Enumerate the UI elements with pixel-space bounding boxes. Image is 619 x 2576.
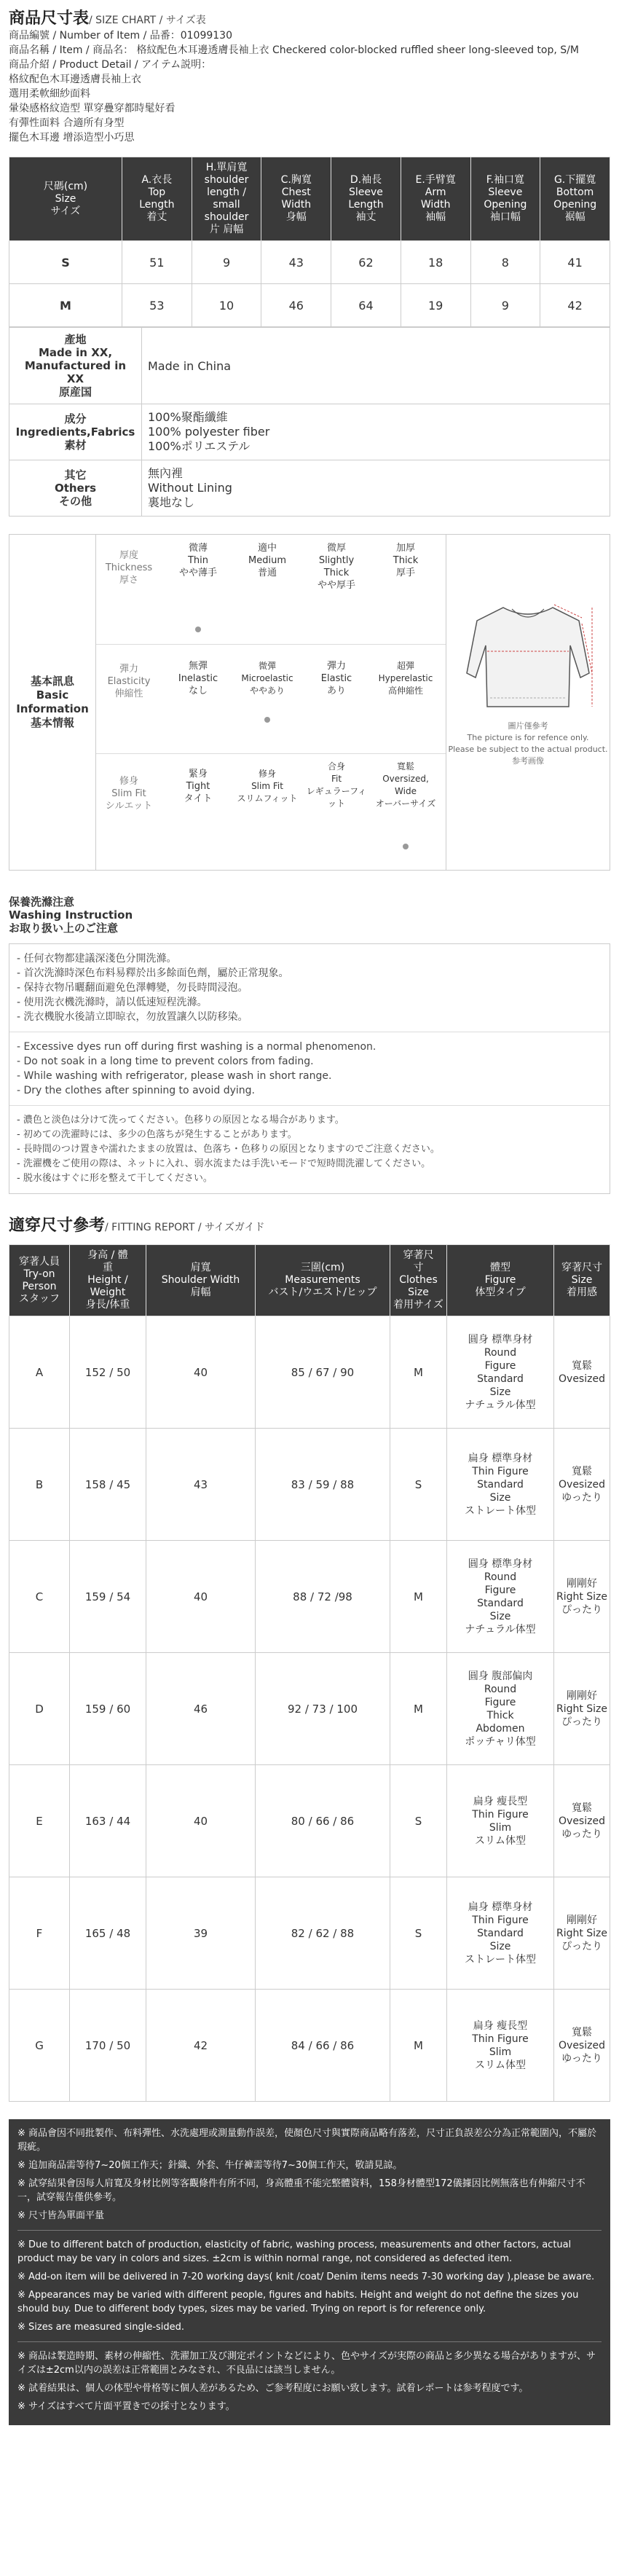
fit-header-person: 穿著人員 Try-on Person スタッフ bbox=[9, 1245, 70, 1316]
fit-cell: 扁身 標準身材 Thin Figure Standard Size ストレート体型 bbox=[447, 1429, 554, 1541]
elasticity-row bbox=[96, 644, 446, 754]
fitting-row bbox=[9, 1653, 610, 1765]
washing-line: - 脱水後はすぐに形を整えて干してください。 bbox=[17, 1173, 213, 1184]
note-line: ※ サイズはすべて片面平置きでの採寸となります。 bbox=[17, 2401, 235, 2412]
size-header-arm-width: E.手臂寬 Arm Width 袖幅 bbox=[401, 157, 470, 241]
fit-cell: F bbox=[9, 1877, 70, 1990]
size-cell: 62 bbox=[331, 241, 401, 284]
size-cell: S bbox=[9, 241, 122, 284]
fitting-header-row bbox=[9, 1245, 610, 1316]
size-header-bottom-opening: G.下擺寬 Bottom Opening 裾幅 bbox=[540, 157, 610, 241]
thickness-opt-slightly-thick: 微厚 Slightly Thick やや厚手 bbox=[317, 543, 355, 591]
washing-line: - While washing with refrigerator, please wash in short range. bbox=[17, 1070, 332, 1082]
elasticity-opt-inelastic: 無彈 Inelastic なし bbox=[178, 661, 218, 696]
fit-header-shoulder: 肩寬 Shoulder Width 肩幅 bbox=[146, 1245, 256, 1316]
size-row-s bbox=[9, 241, 610, 284]
origin-value: Made in China bbox=[142, 328, 610, 404]
fit-cell: 163 / 44 bbox=[70, 1765, 146, 1877]
washing-title-en: Washing Instruction bbox=[9, 908, 133, 922]
size-cell: 18 bbox=[401, 241, 470, 284]
fit-cell: 39 bbox=[146, 1877, 256, 1990]
basic-info-box bbox=[9, 534, 610, 871]
fit-cell: 扁身 標準身材 Thin Figure Standard Size ストレート体型 bbox=[447, 1877, 554, 1990]
thickness-opt-medium: 適中 Medium 普通 bbox=[248, 543, 286, 578]
washing-zh bbox=[9, 944, 610, 1032]
detail-4: 擺色木耳邊 增添造型小巧思 bbox=[9, 132, 135, 144]
others-value bbox=[142, 460, 610, 517]
size-header-sleeve-length: D.袖長 Sleeve Length 袖丈 bbox=[331, 157, 401, 241]
fit-cell: A bbox=[9, 1316, 70, 1429]
notes-divider bbox=[17, 2230, 602, 2231]
fitting-title-zh: 適穿尺寸參考 bbox=[9, 1217, 106, 1235]
size-table bbox=[9, 157, 610, 327]
elasticity-opt-hyperelastic: 超彈 Hyperelastic 高伸縮性 bbox=[378, 661, 433, 696]
fit-cell: M bbox=[390, 1653, 447, 1765]
fitting-row bbox=[9, 1541, 610, 1653]
fit-cell: 85 / 67 / 90 bbox=[256, 1316, 390, 1429]
note-line: ※ Sizes are measured single-sided. bbox=[17, 2322, 185, 2333]
info-table bbox=[9, 327, 610, 517]
material-label: 成分 Ingredients,Fabrics 素材 bbox=[9, 404, 142, 460]
size-cell: 51 bbox=[122, 241, 192, 284]
size-cell: 8 bbox=[470, 241, 540, 284]
garment-diagram-area bbox=[446, 535, 610, 870]
fitting-row bbox=[9, 1765, 610, 1877]
note-line: ※ 試着結果は、個人の体型や骨格等に個人差があるため、ご参考程度にお願い致します。試着レポートは参考程度です。 bbox=[17, 2383, 529, 2394]
fit-cell: 158 / 45 bbox=[70, 1429, 146, 1541]
fit-cell: 92 / 73 / 100 bbox=[256, 1653, 390, 1765]
detail-2: 暈染感格紋造型 單穿疊穿都時髦好看 bbox=[9, 103, 176, 114]
fit-cell: 剛剛好 Right Size ぴったり bbox=[554, 1653, 610, 1765]
size-header-row bbox=[9, 157, 610, 241]
fit-selected-dot bbox=[403, 844, 409, 849]
size-cell: 46 bbox=[261, 284, 331, 327]
thickness-opt-thin: 微薄 Thin やや薄手 bbox=[178, 543, 217, 578]
fit-cell: B bbox=[9, 1429, 70, 1541]
fit-cell: S bbox=[390, 1765, 447, 1877]
fit-cell: 寬鬆 Ovesized ゆったり bbox=[554, 1429, 610, 1541]
material-value bbox=[142, 404, 610, 460]
washing-ja bbox=[9, 1106, 610, 1193]
size-header-top-length: A.衣長 Top Length 着丈 bbox=[122, 157, 192, 241]
material-line: 100%聚酯纖維 bbox=[148, 410, 228, 424]
fit-cell: M bbox=[390, 1316, 447, 1429]
washing-box bbox=[9, 943, 610, 1194]
washing-line: - 洗濯機をご使用の際は、ネットに入れ、弱水流または手洗いモードで短時間洗濯してください。 bbox=[17, 1158, 431, 1169]
item-name: 商品名稱 / Item / 商品名： 格紋配色木耳邊透膚長袖上衣 Checkered color-blocked ruffled sheer long-sleeved top, S/M bbox=[9, 44, 579, 56]
thickness-opt-thick: 加厚 Thick 厚手 bbox=[393, 543, 419, 578]
fit-cell: 159 / 54 bbox=[70, 1541, 146, 1653]
elasticity-label: 彈力 Elasticity 伸縮性 bbox=[107, 664, 151, 699]
fit-cell: 152 / 50 bbox=[70, 1316, 146, 1429]
washing-line: - 首次洗滌時深色布料易釋於出多餘面色劑，屬於正常現象。 bbox=[17, 967, 289, 979]
detail-3: 有彈性面料 合適所有身型 bbox=[9, 117, 125, 129]
fit-cell: 165 / 48 bbox=[70, 1877, 146, 1990]
material-line: 100%ポリエステル bbox=[148, 439, 251, 453]
fit-cell: 170 / 50 bbox=[70, 1990, 146, 2102]
fit-header-figure: 體型 Figure 体型タイプ bbox=[447, 1245, 554, 1316]
fit-cell: D bbox=[9, 1653, 70, 1765]
fit-cell: M bbox=[390, 1541, 447, 1653]
washing-line: - 長時間のつけ置きや濡れたままの放置は、色落ち・色移りの原因となりますのでご注意ください。 bbox=[17, 1144, 440, 1155]
washing-line: - Dry the clothes after spinning to avoid dying. bbox=[17, 1085, 255, 1096]
size-cell: 43 bbox=[261, 241, 331, 284]
note-line: ※ 商品會因不同批製作、布料彈性、水洗處理或測量動作誤差，使顏色尺寸與實際商品略有落差，尺寸正負誤差公分為正常範圍內，不屬於瑕疵。 bbox=[17, 2128, 597, 2153]
washing-line: - 保持衣物吊曬翻面避免色澤轉變，勿長時間浸泡。 bbox=[17, 982, 248, 994]
note-line: ※ 商品は製造時期、素材の伸縮性、洗濯加工及び測定ポイントなどにより、色やサイズが実際の商品と多少異なる場合がありますが、サイズは±2cm以内の誤差は正常範囲とみなされ、不良品には該当しません。 bbox=[17, 2351, 596, 2376]
size-cell: 53 bbox=[122, 284, 192, 327]
size-cell: 42 bbox=[540, 284, 610, 327]
fit-cell: G bbox=[9, 1990, 70, 2102]
fit-cell: 46 bbox=[146, 1653, 256, 1765]
size-cell: 19 bbox=[401, 284, 470, 327]
fit-cell: 159 / 60 bbox=[70, 1653, 146, 1765]
fit-cell: 84 / 66 / 86 bbox=[256, 1990, 390, 2102]
fit-cell: 扁身 瘦長型 Thin Figure Slim スリム体型 bbox=[447, 1765, 554, 1877]
fit-cell: 83 / 59 / 88 bbox=[256, 1429, 390, 1541]
title-rest: / SIZE CHART / サイズ表 bbox=[89, 15, 206, 26]
fit-cell: 圓身 腹部偏肉 Round Figure Thick Abdomen ポッチャリ体型 bbox=[447, 1653, 554, 1765]
fitting-row bbox=[9, 1990, 610, 2102]
others-line: Without Lining bbox=[148, 481, 232, 495]
fit-header-clothes-size: 穿著尺 寸 Clothes Size 着用サイズ bbox=[390, 1245, 447, 1316]
size-chart-title bbox=[0, 0, 619, 28]
fitting-row bbox=[9, 1316, 610, 1429]
fit-cell: 88 / 72 /98 bbox=[256, 1541, 390, 1653]
fitting-row bbox=[9, 1429, 610, 1541]
washing-line: - 使用洗衣機洗滌時，請以低速短程洗滌。 bbox=[17, 997, 208, 1008]
note-line: ※ 試穿結果會因每人肩寬及身材比例等客觀條件有所不同，身高體重不能完整體資料，158身材體型172儀據因比例無落也有伸縮尺寸不一，試穿報告僅供參考。 bbox=[17, 2178, 586, 2203]
washing-line: - 任何衣物都建議深淺色分開洗滌。 bbox=[17, 953, 177, 965]
fit-cell: 扁身 瘦長型 Thin Figure Slim スリム体型 bbox=[447, 1990, 554, 2102]
fit-cell: S bbox=[390, 1877, 447, 1990]
washing-en bbox=[9, 1032, 610, 1106]
size-header-chest: C.胸寬 Chest Width 身幅 bbox=[261, 157, 331, 241]
fit-opt-oversized: 寬鬆 Oversized, Wide オーバーサイズ bbox=[375, 761, 436, 809]
fit-label: 修身 Slim Fit シルエット bbox=[105, 776, 153, 812]
fit-cell: C bbox=[9, 1541, 70, 1653]
fit-cell: 40 bbox=[146, 1541, 256, 1653]
size-header-shoulder: H.單肩寬 shoulder length / small shoulder 片 肩幅 bbox=[192, 157, 261, 241]
size-cell: 64 bbox=[331, 284, 401, 327]
fit-cell: E bbox=[9, 1765, 70, 1877]
fit-cell: 82 / 62 / 88 bbox=[256, 1877, 390, 1990]
washing-line: - 濃色と淡色は分けて洗ってください。色移りの原因となる場合があります。 bbox=[17, 1115, 344, 1126]
thickness-selected-dot bbox=[195, 627, 201, 632]
fit-cell: 圓身 標準身材 Round Figure Standard Size ナチュラル体型 bbox=[447, 1541, 554, 1653]
title-zh: 商品尺寸表 bbox=[9, 9, 90, 28]
fit-cell: 43 bbox=[146, 1429, 256, 1541]
note-line: ※ Due to different batch of production, elasticity of fabric, washing process, measurements and other factors, actual product may be vary in colors and sizes. ±2cm is within normal range, not considered as defected item. bbox=[17, 2239, 572, 2264]
fitting-title bbox=[0, 1213, 619, 1236]
size-cell: 10 bbox=[192, 284, 261, 327]
elasticity-opt-microelastic: 微彈 Microelastic ややあり bbox=[241, 661, 293, 696]
fit-cell: 寬鬆 Ovesized ゆったり bbox=[554, 1990, 610, 2102]
origin-row bbox=[9, 328, 610, 404]
note-line: ※ 尺寸皆為單面平量 bbox=[17, 2210, 105, 2221]
notes-divider bbox=[17, 2341, 602, 2342]
fit-header-feel: 穿著尺寸 Size 着用感 bbox=[554, 1245, 610, 1316]
material-row bbox=[9, 404, 610, 460]
others-row bbox=[9, 460, 610, 517]
size-cell: 41 bbox=[540, 241, 610, 284]
washing-title bbox=[0, 895, 619, 935]
elasticity-selected-dot bbox=[264, 717, 270, 723]
elasticity-opt-elastic: 彈力 Elastic あり bbox=[320, 661, 352, 696]
fit-cell: 42 bbox=[146, 1990, 256, 2102]
washing-line: - 洗衣機脫水後請立即晾衣，勿放置讓久以防移染。 bbox=[17, 1011, 248, 1023]
image-caption: 圖片僅參考 The picture is for refence only. Please be subject to the actual product. 参考画像 bbox=[448, 721, 608, 766]
detail-head: 商品介紹 / Product Detail / アイテム説明： bbox=[9, 59, 212, 71]
basic-info-grid bbox=[95, 535, 446, 870]
item-number: 商品編號 / Number of Item / 品番：01099130 bbox=[9, 30, 232, 42]
note-line: ※ Add-on item will be delivered in 7-20 working days( knit /coat/ Denim items needs 7-30 working day ),please be aware. bbox=[17, 2271, 595, 2282]
fit-cell: 40 bbox=[146, 1316, 256, 1429]
notes-box bbox=[9, 2119, 610, 2425]
origin-label: 產地 Made in XX, Manufactured in XX 原産国 bbox=[9, 328, 142, 404]
fitting-table bbox=[9, 1244, 610, 2102]
fit-cell: M bbox=[390, 1990, 447, 2102]
basic-info-label: 基本訊息 Basic Information 基本情報 bbox=[16, 675, 89, 729]
size-cell: 9 bbox=[192, 241, 261, 284]
size-header-size: 尺碼(cm) Size サイズ bbox=[9, 157, 122, 241]
detail-0: 格紋配色木耳邊透膚長袖上衣 bbox=[9, 74, 141, 85]
note-line: ※ 追加商品需等待7~20個工作天；針織、外套、牛仔褲需等待7~30個工作天，敬請見諒。 bbox=[17, 2160, 403, 2171]
fit-cell: S bbox=[390, 1429, 447, 1541]
fit-cell: 剛剛好 Right Size ぴったり bbox=[554, 1541, 610, 1653]
fit-cell: 40 bbox=[146, 1765, 256, 1877]
fit-cell: 圓身 標準身材 Round Figure Standard Size ナチュラル体型 bbox=[447, 1316, 554, 1429]
fit-opt-fit: 合身 Fit レギュラーフィット bbox=[306, 761, 367, 809]
washing-line: - 初めての洗濯時には、多少の色落ちが発生することがあります。 bbox=[17, 1129, 297, 1140]
washing-line: - Excessive dyes run off during first washing is a normal phenomenon. bbox=[17, 1041, 376, 1053]
fit-header-measurements: 三圍(cm) Measurements バスト/ウエスト/ヒップ bbox=[256, 1245, 390, 1316]
washing-line: - Do not soak in a long time to prevent colors from fading. bbox=[17, 1056, 314, 1067]
washing-title-zh: 保養洗滌注意 bbox=[9, 895, 75, 908]
others-line: 無內裡 bbox=[148, 466, 184, 480]
size-header-sleeve-opening: F.袖口寬 Sleeve Opening 袖口幅 bbox=[470, 157, 540, 241]
fit-cell: 剛剛好 Right Size ぴったり bbox=[554, 1877, 610, 1990]
note-line: ※ Appearances may be varied with different people, figures and habits. Height and weight do not define the sizes you should buy. Due to different body types, sizes may be varied. Trying on report is for reference only. bbox=[17, 2290, 579, 2314]
fit-cell: 寬鬆 Ovesized bbox=[554, 1316, 610, 1429]
fit-cell: 80 / 66 / 86 bbox=[256, 1765, 390, 1877]
fitting-title-rest: / FITTING REPORT / サイズガイド bbox=[105, 1222, 265, 1233]
fit-opt-slim: 修身 Slim Fit スリムフィット bbox=[237, 769, 298, 804]
size-row-m bbox=[9, 284, 610, 327]
thickness-row bbox=[96, 535, 446, 645]
fit-opt-tight: 緊身 Tight タイト bbox=[184, 769, 213, 804]
size-cell: 9 bbox=[470, 284, 540, 327]
fit-cell: 寬鬆 Ovesized ゆったり bbox=[554, 1765, 610, 1877]
material-line: 100% polyester fiber bbox=[148, 425, 270, 439]
detail-1: 選用柔軟細紗面料 bbox=[9, 88, 90, 100]
others-label: 其它 Others その他 bbox=[9, 460, 142, 517]
fit-row bbox=[96, 753, 446, 870]
fitting-row bbox=[9, 1877, 610, 1990]
washing-title-ja: お取り扱い上のご注意 bbox=[9, 922, 119, 935]
size-cell: M bbox=[9, 284, 122, 327]
fit-header-height-weight: 身高 / 體 重 Height / Weight 身長/体重 bbox=[70, 1245, 146, 1316]
others-line: 裏地なし bbox=[148, 495, 195, 509]
thickness-label: 厚度 Thickness 厚さ bbox=[105, 550, 153, 586]
